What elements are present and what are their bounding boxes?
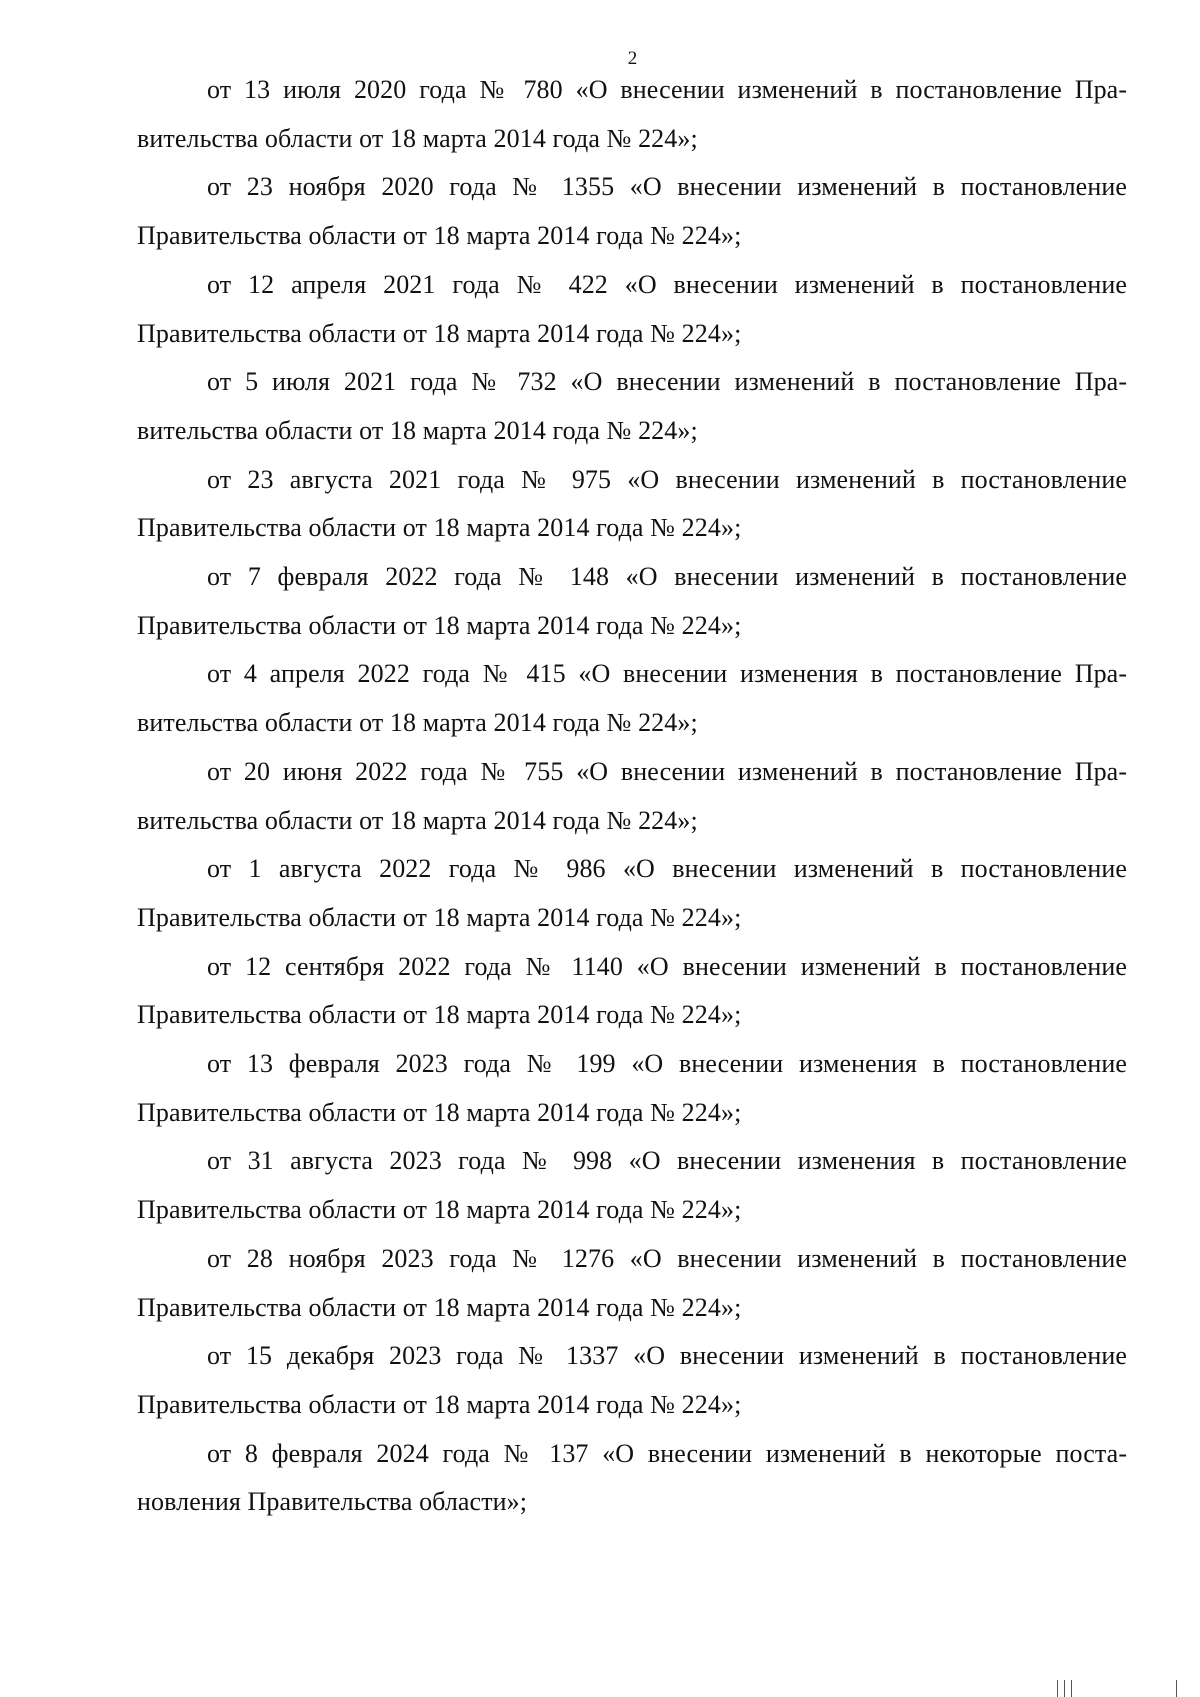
list-item: от 31 августа 2023 года № 998 «О внесении изменения в постановление Правительства области от 18 марта 2014 года № 224»;: [137, 1146, 1127, 1225]
list-item: от 20 июня 2022 года № 755 «О внесении изменений в постановление Правительства области от 18 марта 2014 года № 224»;: [137, 756, 1127, 835]
list-item: от 8 февраля 2024 года № 137 «О внесении изменений в некоторые постановления Правительства области»;: [137, 1438, 1127, 1517]
scan-artifact: [1064, 1680, 1065, 1697]
scan-artifact: [1057, 1680, 1058, 1697]
list-item: от 23 августа 2021 года № 975 «О внесении изменений в постановление Правительства области от 18 марта 2014 года № 224»;: [137, 464, 1127, 543]
list-item: от 12 сентября 2022 года № 1140 «О внесении изменений в постановление Правительства области от 18 марта 2014 года № 224»;: [137, 951, 1127, 1030]
page-number: 2: [627, 48, 638, 69]
list-item: от 23 ноября 2020 года № 1355 «О внесении изменений в постановление Правительства области от 18 марта 2014 года № 224»;: [137, 172, 1127, 251]
document-body: [137, 66, 1127, 1527]
list-item: от 5 июля 2021 года № 732 «О внесении изменений в постановление Правительства области от 18 марта 2014 года № 224»;: [137, 367, 1127, 445]
list-item: от 13 февраля 2023 года № 199 «О внесении изменения в постановление Правительства области от 18 марта 2014 года № 224»;: [137, 1049, 1127, 1127]
scan-artifact: [1071, 1680, 1072, 1697]
list-item: от 13 июля 2020 года № 780 «О внесении изменений в постановление Правительства области от 18 марта 2014 года № 224»;: [137, 75, 1127, 153]
list-item: от 12 апреля 2021 года № 422 «О внесении изменений в постановление Правительства области от 18 марта 2014 года № 224»;: [137, 269, 1127, 348]
list-item: от 1 августа 2022 года № 986 «О внесении изменений в постановление Правительства области от 18 марта 2014 года № 224»;: [137, 854, 1127, 932]
list-item: от 4 апреля 2022 года № 415 «О внесении изменения в постановление Правительства области от 18 марта 2014 года № 224»;: [137, 659, 1127, 738]
scan-artifact: [1176, 1680, 1177, 1697]
list-item: от 15 декабря 2023 года № 1337 «О внесении изменений в постановление Правительства области от 18 марта 2014 года № 224»;: [137, 1341, 1127, 1419]
list-item: от 28 ноября 2023 года № 1276 «О внесении изменений в постановление Правительства области от 18 марта 2014 года № 224»;: [137, 1243, 1127, 1322]
list-item: от 7 февраля 2022 года № 148 «О внесении изменений в постановление Правительства области от 18 марта 2014 года № 224»;: [137, 562, 1127, 640]
